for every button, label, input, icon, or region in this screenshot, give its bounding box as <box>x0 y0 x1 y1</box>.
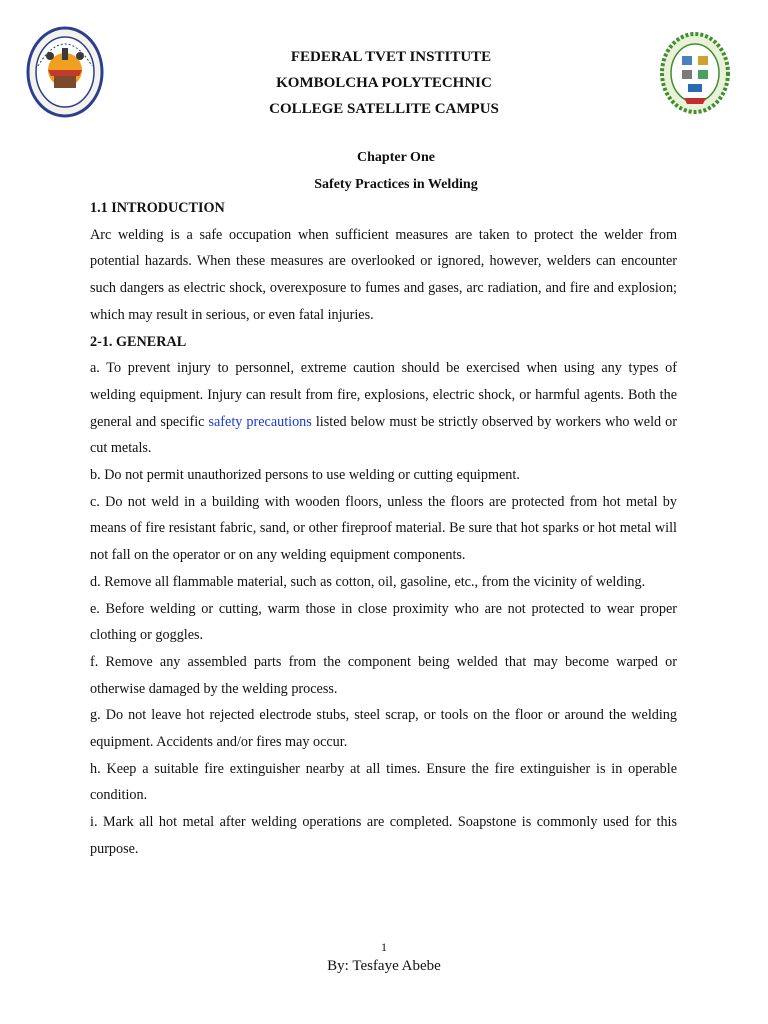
header-polytechnic: KOMBOLCHA POLYTECHNIC <box>276 75 492 91</box>
header-institute: FEDERAL TVET INSTITUTE <box>290 49 492 65</box>
item-d: d. Remove all flammable material, such as cotton, oil, gasoline, etc., from the vicinity of welding. <box>90 573 646 590</box>
chapter-heading <box>12 144 768 198</box>
intro-heading: 1.1 INTRODUCTION <box>90 200 225 216</box>
item-g: g. Do not leave hot rejected electrode stubs, steel scrap, or tools on the floor or around the welding equipment. Accidents and/or fires may occur. <box>90 707 677 751</box>
item-b: b. Do not permit unauthorized persons to use welding or cutting equipment. <box>90 467 520 484</box>
page-number: 1 <box>381 940 387 954</box>
document-body <box>90 195 677 863</box>
item-i: i. Mark all hot metal after welding operations are completed. Soapstone is commonly used for this purpose. <box>90 814 677 857</box>
document-header <box>0 44 768 122</box>
header-campus: COLLEGE SATELLITE CAMPUS <box>269 101 499 117</box>
safety-precautions-link[interactable]: safety precautions <box>208 413 312 430</box>
general-heading: 2-1. GENERAL <box>90 333 187 350</box>
author-footer: By: Tesfaye Abebe <box>327 958 441 974</box>
item-a-text-start: a. To prevent injury to personnel, extreme caution should be exercised when using any types of welding equipment. Injury can result from fire, explosions, electric shock, or harmful agents. Both the general and specific <box>90 360 677 430</box>
chapter-title: Safety Practices in Welding <box>314 177 478 192</box>
item-f: f. Remove any assembled parts from the component being welded that may become warped or otherwise damaged by the welding process. <box>90 653 677 697</box>
item-h: h. Keep a suitable fire extinguisher nearby at all times. Ensure the fire extinguisher is in operable condition. <box>90 760 677 804</box>
item-c: c. Do not weld in a building with wooden floors, unless the floors are protected from hot metal by means of fire resistant fabric, sand, or other fireproof material. Be sure that hot sparks or hot metal will not fall on the operator or on any welding equipment components. <box>90 493 677 564</box>
intro-paragraph: Arc welding is a safe occupation when sufficient measures are taken to protect the welder from potential hazards. When these measures are overlooked or ignored, however, welders can encounter such dangers as electric shock, overexposure to fumes and gases, arc radiation, and fire and explosion; which may result in serious, or even fatal injuries. <box>90 226 677 323</box>
item-a-text-end: listed below must be strictly observed by workers who weld or cut metals. <box>90 413 677 457</box>
item-e: e. Before welding or cutting, warm those in close proximity who are not protected to wear proper clothing or goggles. <box>90 600 677 644</box>
chapter-number: Chapter One <box>357 150 435 165</box>
item-a <box>90 355 677 462</box>
